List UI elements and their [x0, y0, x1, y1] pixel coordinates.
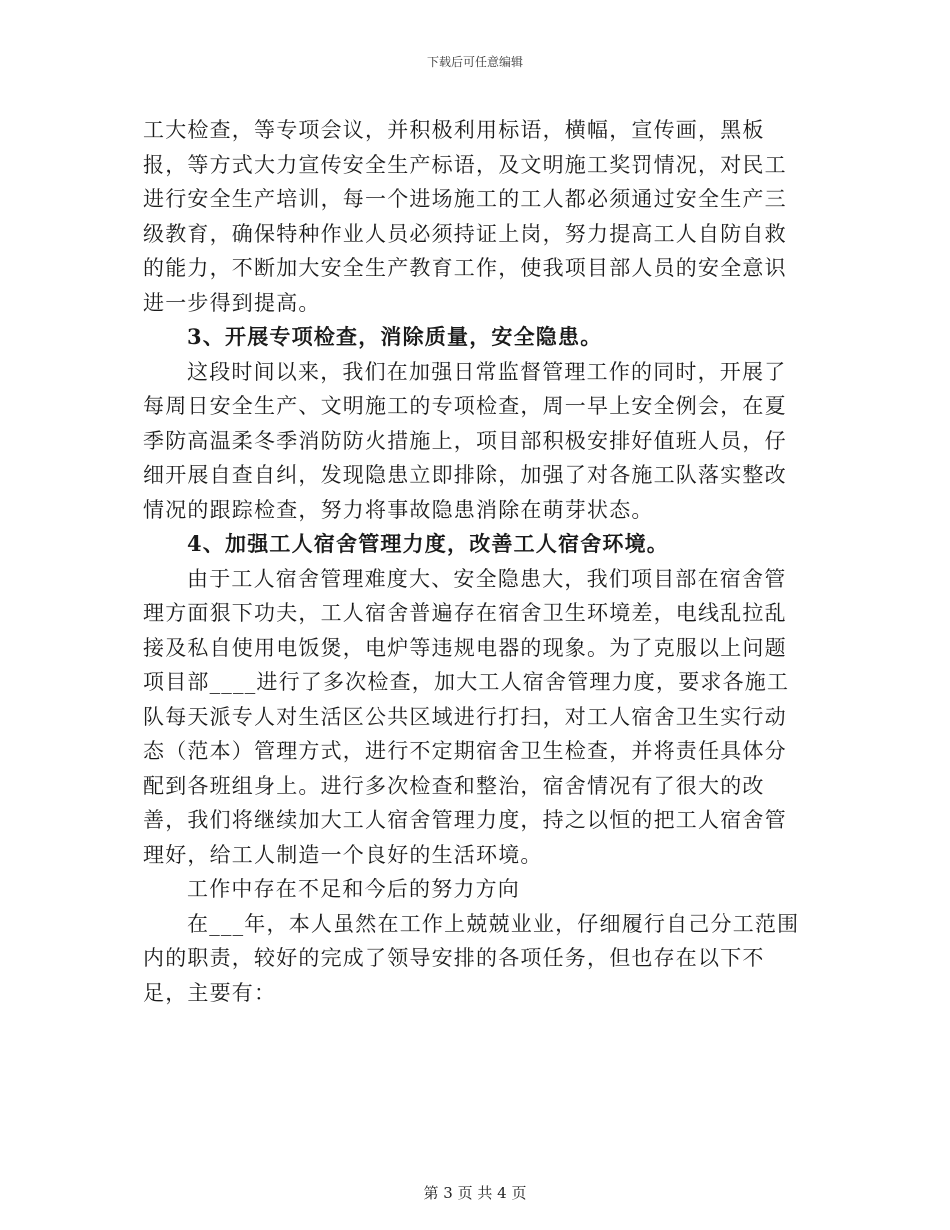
section-heading-4: 4、加强工人宿舍管理力度，改善工人宿舍环境。 — [187, 531, 670, 556]
paragraph-shortcomings-title: 工作中存在不足和今后的努力方向 — [187, 877, 520, 901]
section-heading-3: 3、开展专项检查，消除质量，安全隐患。 — [187, 324, 603, 349]
paragraph-safety-education: 工大检查，等专项会议，并积极利用标语，横幅，宣传画，黑板报，等方式大力宣传安全生产标语，及文明施工奖罚情况，对民工进行安全生产培训，每一个进场施工的工人都必须通过安全生产三级教育，确保特种作业人员必须持证上岗，努力提高工人自防自救的能力，不断加大安全生产教育工作，使我项目部人员的安全意识进一步得到提高。 — [143, 118, 787, 315]
paragraph-shortcomings: 在___年，本人虽然在工作上兢兢业业，仔细履行自己分工范围内的职责，较好的完成了领导安排的各项任务，但也存在以下不足，主要有： — [143, 911, 800, 1005]
paragraph-special-inspection: 这段时间以来，我们在加强日常监督管理工作的同时，开展了每周日安全生产、文明施工的专项检查，周一早上安全例会，在夏季防高温柔冬季消防防火措施上，项目部积极安排好值班人员，仔细开展自查自纠，发现隐患立即排除，加强了对各施工队落实整改情况的跟踪检查，努力将事故隐患消除在萌芽状态。 — [143, 359, 787, 522]
document-body — [143, 113, 808, 1010]
page-footer: 第 3 页 共 4 页 — [423, 1184, 527, 1202]
paragraph-dormitory-management: 由于工人宿舍管理难度大、安全隐患大，我们项目部在宿舍管理方面狠下功夫，工人宿舍普遍存在宿舍卫生环境差，电线乱拉乱接及私自使用电饭煲，电炉等违规电器的现象。为了克服以上问题项目部____进行了多次检查，加大工人宿舍管理力度，要求各施工队每天派专人对生活区公共区域进行打扫，对工人宿舍卫生实行动态（范本）管理方式，进行不定期宿舍卫生检查，并将责任具体分配到各班组身上。进行多次检查和整治，宿舍情况有了很大的改善，我们将继续加大工人宿舍管理力度，持之以恒的把工人宿舍管理好，给工人制造一个良好的生活环境。 — [143, 566, 790, 867]
page-header: 下载后可任意编辑 — [426, 55, 523, 69]
